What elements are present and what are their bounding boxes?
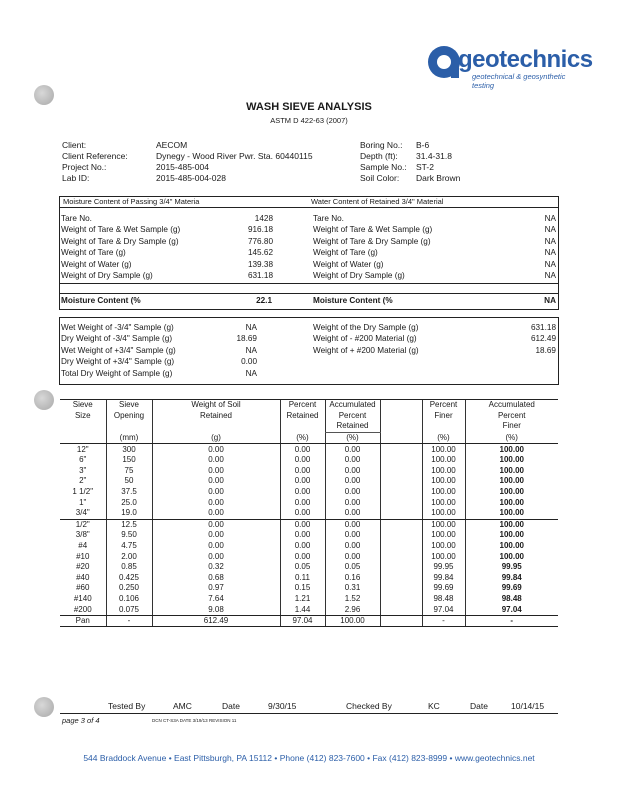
sieve-cell: 0.05	[325, 562, 380, 573]
sieve-cell: 0.15	[280, 583, 325, 594]
sieve-cell: 0.00	[152, 551, 280, 562]
field-value: NA	[245, 323, 257, 332]
info-value: 31.4-31.8	[416, 151, 452, 161]
sieve-cell: 0.00	[280, 541, 325, 552]
sieve-cell: 3/4"	[60, 508, 106, 519]
sieve-cell: 100.00	[422, 508, 465, 519]
sieve-cell: 0.00	[325, 551, 380, 562]
sieve-row	[60, 508, 558, 519]
sieve-cell: Pan	[60, 615, 106, 627]
sieve-cell: 0.31	[325, 583, 380, 594]
info-label: Lab ID:	[62, 173, 90, 183]
field-value: 0.00	[241, 357, 257, 367]
sieve-cell: 99.69	[422, 583, 465, 594]
sieve-header-cell: Retained	[152, 411, 280, 422]
sieve-cell	[380, 551, 422, 562]
sieve-cell: #4	[78, 541, 88, 551]
sieve-cell	[380, 573, 422, 584]
field-label: Weight of + #200 Material (g)	[313, 345, 419, 355]
sieve-cell: 0.00	[280, 519, 325, 530]
sieve-cell: 12.5	[106, 519, 152, 530]
field-value: 139.38	[247, 259, 273, 269]
field-label: Weight of Tare (g)	[61, 248, 126, 258]
sieve-cell: 7.64	[152, 594, 280, 605]
sieve-cell: 0.00	[325, 455, 380, 466]
field-value: NA	[245, 368, 257, 378]
sieve-cell: 0.85	[106, 562, 152, 573]
test-standard: ASTM D 422-63 (2007)	[270, 116, 348, 125]
sieve-row	[60, 519, 558, 530]
info-value: Dynegy - Wood River Pwr. Sta. 60440115	[156, 151, 313, 161]
field-value: 776.80	[247, 236, 273, 246]
sieve-cell: 100.00	[422, 476, 465, 487]
sieve-unit-cell	[380, 432, 422, 444]
field-label: Weight of Tare & Dry Sample (g)	[313, 236, 431, 246]
sieve-row	[60, 541, 558, 552]
sieve-cell: 99.95	[465, 562, 558, 573]
checked-by-label: Checked By	[346, 701, 392, 711]
sieve-cell: 612.49	[152, 615, 280, 627]
sieve-cell: 0.00	[152, 476, 280, 487]
sieve-cell	[380, 476, 422, 487]
info-value: 2015-485-004	[156, 162, 209, 172]
sieve-cell: 100.00	[422, 551, 465, 562]
sieve-cell: 100.00	[465, 466, 558, 477]
sieve-cell: 100.00	[422, 455, 465, 466]
field-value: NA	[544, 259, 556, 269]
sieve-unit-cell: (mm)	[106, 432, 152, 444]
moisture-retained-header: Water Content of Retained 3/4" Material	[311, 197, 444, 206]
sieve-cell: #20	[76, 562, 90, 572]
sieve-cell: 300	[106, 444, 152, 455]
sieve-cell: 98.48	[422, 594, 465, 605]
sieve-cell: 0.00	[152, 519, 280, 530]
field-value: NA	[544, 214, 556, 223]
sieve-header-cell: Sieve	[60, 400, 106, 411]
sieve-cell: 6"	[79, 455, 87, 465]
info-value: Dark Brown	[416, 173, 461, 183]
sieve-cell: 0.00	[325, 497, 380, 508]
sieve-cell: 0.00	[152, 508, 280, 519]
sieve-unit-cell: (g)	[152, 432, 280, 444]
field-label: Weight of - #200 Material (g)	[313, 334, 417, 344]
sieve-row	[60, 583, 558, 594]
sieve-cell: 0.00	[280, 455, 325, 466]
sieve-cell: 0.106	[106, 594, 152, 605]
sieve-cell	[380, 455, 422, 466]
sieve-cell: 0.05	[280, 562, 325, 573]
sieve-cell: 99.95	[422, 562, 465, 573]
field-label: Tare No.	[313, 214, 344, 223]
sieve-header-row	[60, 400, 558, 411]
sieve-header-cell: Sieve	[106, 400, 152, 411]
field-value: NA	[544, 236, 556, 246]
sieve-cell: 99.69	[465, 583, 558, 594]
sieve-header-cell: Finer	[465, 421, 558, 432]
sieve-cell	[380, 541, 422, 552]
field-label: Weight of Tare & Wet Sample (g)	[61, 225, 181, 235]
sieve-header-cell	[422, 421, 465, 432]
sieve-row	[60, 530, 558, 541]
sieve-header-cell: Retained	[325, 421, 380, 432]
field-value: 631.18	[247, 271, 273, 280]
info-value: ST-2	[416, 162, 434, 172]
sieve-cell: 2.00	[106, 551, 152, 562]
field-value: NA	[544, 271, 556, 280]
sieve-cell: 100.00	[465, 476, 558, 487]
sieve-unit-cell: (%)	[422, 432, 465, 444]
sieve-cell: 100.00	[465, 530, 558, 541]
logo-wordmark: geotechnics	[458, 46, 593, 73]
sieve-header-cell: Size	[74, 410, 91, 420]
sieve-cell: 12"	[76, 444, 89, 454]
page-title: WASH SIEVE ANALYSIS	[246, 101, 372, 113]
sieve-cell: 0.00	[325, 476, 380, 487]
sieve-cell: #60	[76, 583, 90, 593]
sieve-cell: 0.00	[325, 466, 380, 477]
sieve-cell: 0.00	[325, 508, 380, 519]
sieve-cell: 100.00	[422, 497, 465, 508]
moisture-retained-result-value: NA	[544, 296, 556, 305]
field-value: 18.69	[236, 334, 257, 344]
sieve-header-cell	[380, 421, 422, 432]
sieve-cell: 1"	[79, 497, 87, 507]
sieve-cell	[380, 604, 422, 615]
field-label: Weight of Tare & Wet Sample (g)	[313, 225, 433, 235]
sieve-cell: 100.00	[465, 497, 558, 508]
sieve-cell: 97.04	[422, 604, 465, 615]
tested-by-value: AMC	[173, 701, 192, 711]
signoff-rule	[60, 713, 558, 714]
field-label: Weight of Water (g)	[61, 259, 132, 269]
sieve-header-cell	[280, 421, 325, 432]
sieve-cell: 99.84	[465, 573, 558, 584]
sieve-cell: 0.32	[152, 562, 280, 573]
document-code: DCN CT-S3A DATE 3/19/13 REVISION 11	[152, 718, 237, 723]
field-value: 612.49	[530, 334, 556, 344]
sieve-cell	[380, 562, 422, 573]
info-value: AECOM	[156, 140, 188, 150]
sieve-cell: 75	[106, 466, 152, 477]
sieve-unit-cell: (%)	[325, 432, 380, 444]
sieve-cell: #40	[76, 572, 90, 582]
sieve-row	[60, 604, 558, 615]
sieve-cell: 150	[106, 455, 152, 466]
sieve-header-cell: Accumulated	[325, 400, 380, 411]
sieve-cell: 0.00	[325, 487, 380, 498]
field-value: NA	[544, 225, 556, 235]
sieve-header-cell	[106, 421, 152, 432]
info-value: 2015-485-004-028	[156, 173, 226, 183]
company-logo	[426, 40, 593, 90]
sieve-cell: 97.04	[465, 604, 558, 615]
field-label: Wet Weight of +3/4" Sample (g)	[61, 345, 176, 355]
sieve-cell: 0.00	[152, 487, 280, 498]
sieve-cell: 100.00	[465, 444, 558, 455]
moisture-passing-result-label: Moisture Content (%	[61, 296, 141, 305]
info-label: Project No.:	[62, 162, 107, 172]
field-value: 916.18	[247, 225, 273, 235]
moisture-content-box	[59, 196, 559, 310]
sieve-cell: 0.00	[325, 444, 380, 455]
sieve-cell: 100.00	[465, 519, 558, 530]
sieve-cell: 0.00	[280, 444, 325, 455]
sieve-row	[60, 615, 558, 627]
info-label: Client:	[62, 140, 87, 150]
sieve-cell: 0.00	[325, 530, 380, 541]
sieve-row	[60, 487, 558, 498]
sieve-row	[60, 497, 558, 508]
field-label: Weight of Tare & Dry Sample (g)	[61, 236, 179, 246]
sieve-cell: 2.96	[325, 604, 380, 615]
sieve-cell: 98.48	[465, 594, 558, 605]
sieve-row	[60, 444, 558, 455]
sieve-cell: 9.50	[106, 530, 152, 541]
sieve-cell: 0.00	[325, 541, 380, 552]
company-address-footer: 544 Braddock Avenue • East Pittsburgh, PA 15112 • Phone (412) 823-7600 • Fax (412) 823-8999 • www.geotechnics.net	[83, 753, 535, 763]
sieve-cell: 9.08	[152, 604, 280, 615]
sieve-cell: 0.00	[280, 508, 325, 519]
sieve-unit-cell	[60, 432, 106, 444]
sieve-header-cell: Finer	[422, 411, 465, 422]
sieve-cell: 0.00	[152, 541, 280, 552]
field-value: NA	[544, 248, 556, 258]
sieve-row	[60, 573, 558, 584]
sieve-header-cell	[152, 421, 280, 432]
sieve-unit-cell: (%)	[280, 432, 325, 444]
sieve-cell: 0.97	[152, 583, 280, 594]
sieve-cell: 19.0	[106, 508, 152, 519]
sieve-cell: 0.00	[152, 466, 280, 477]
sieve-row	[60, 551, 558, 562]
sieve-cell: 1.21	[280, 594, 325, 605]
sieve-cell: #140	[73, 593, 92, 603]
sieve-cell: 3/8"	[75, 530, 90, 540]
sieve-cell: 100.00	[422, 530, 465, 541]
field-label: Weight of Water (g)	[313, 259, 384, 269]
sieve-header-row	[60, 421, 558, 432]
sieve-header-cell: Weight of Soil	[152, 400, 280, 411]
sieve-cell: 3"	[79, 465, 87, 475]
field-label: Weight of the Dry Sample (g)	[313, 323, 419, 332]
tested-by-label: Tested By	[108, 701, 146, 711]
sieve-cell	[380, 519, 422, 530]
moisture-retained-result-label: Moisture Content (%	[313, 296, 393, 305]
sieve-cell	[380, 487, 422, 498]
field-value: 18.69	[535, 345, 556, 355]
sieve-cell: 100.00	[465, 541, 558, 552]
sieve-cell: 100.00	[465, 508, 558, 519]
sieve-cell: 100.00	[465, 487, 558, 498]
sieve-units-row	[60, 432, 558, 444]
sieve-cell: -	[106, 615, 152, 627]
sieve-cell: 0.075	[106, 604, 152, 615]
sieve-cell: 0.00	[152, 497, 280, 508]
sieve-header-cell	[380, 400, 422, 411]
sieve-cell: 0.00	[152, 530, 280, 541]
sieve-cell: 100.00	[422, 487, 465, 498]
sieve-cell: 99.84	[422, 573, 465, 584]
page-number: page 3 of 4	[62, 716, 100, 725]
sieve-row	[60, 466, 558, 477]
sieve-cell: 100.00	[422, 466, 465, 477]
sieve-cell: 25.0	[106, 497, 152, 508]
info-label: Depth (ft):	[360, 151, 398, 161]
sieve-cell: -	[465, 615, 558, 627]
sieve-cell: 100.00	[422, 519, 465, 530]
field-label: Wet Weight of -3/4" Sample (g)	[61, 323, 174, 332]
sieve-cell: 4.75	[106, 541, 152, 552]
sieve-unit-cell: (%)	[465, 432, 558, 444]
sieve-cell: 0.00	[152, 444, 280, 455]
sieve-cell: #10	[76, 551, 90, 561]
sieve-cell: 1/2"	[75, 519, 90, 529]
field-value: 1428	[254, 214, 273, 223]
sieve-header-cell: Accumulated	[465, 400, 558, 411]
moisture-passing-result-value: 22.1	[256, 296, 272, 305]
sieve-cell: 100.00	[465, 551, 558, 562]
field-label: Total Dry Weight of Sample (g)	[61, 368, 173, 378]
sieve-cell: 1 1/2"	[72, 487, 94, 497]
field-value: 631.18	[530, 323, 556, 332]
sample-weights-box	[59, 317, 559, 385]
tested-date-value: 9/30/15	[268, 701, 297, 711]
field-value: 145.62	[247, 248, 273, 258]
sieve-cell	[380, 594, 422, 605]
sieve-cell: 0.250	[106, 583, 152, 594]
info-value: B-6	[416, 140, 430, 150]
info-label: Boring No.:	[360, 140, 403, 150]
sieve-cell: 97.04	[280, 615, 325, 627]
sieve-header-cell: Percent	[465, 411, 558, 422]
field-label: Weight of Tare (g)	[313, 248, 378, 258]
sieve-header-cell: Percent	[422, 400, 465, 411]
sieve-cell: 0.16	[325, 573, 380, 584]
sieve-cell: 1.44	[280, 604, 325, 615]
sieve-row	[60, 455, 558, 466]
sieve-cell: 100.00	[465, 455, 558, 466]
sieve-cell: 0.00	[325, 519, 380, 530]
tested-date-label: Date	[222, 701, 240, 711]
sieve-cell: 0.00	[280, 476, 325, 487]
sieve-cell: 100.00	[325, 615, 380, 627]
sieve-cell: 2"	[79, 476, 87, 486]
info-label: Client Reference:	[62, 151, 128, 161]
binder-hole-middle	[34, 390, 54, 410]
sieve-header-cell	[380, 411, 422, 422]
sieve-cell: #200	[60, 604, 106, 615]
sieve-cell: 100.00	[422, 444, 465, 455]
checked-date-label: Date	[470, 701, 488, 711]
sieve-cell: 37.5	[106, 487, 152, 498]
sieve-cell: 1.52	[325, 594, 380, 605]
sieve-cell	[380, 508, 422, 519]
info-label: Sample No.:	[360, 162, 407, 172]
sieve-header-row	[60, 411, 558, 422]
sieve-cell	[380, 466, 422, 477]
field-label: Dry Weight of -3/4" Sample (g)	[61, 334, 173, 344]
sieve-header-cell	[60, 421, 106, 432]
checked-by-value: KC	[428, 701, 440, 711]
info-label: Soil Color:	[360, 173, 400, 183]
field-value: NA	[245, 345, 257, 355]
field-label: Weight of Dry Sample (g)	[313, 271, 405, 280]
sieve-row	[60, 594, 558, 605]
sieve-cell	[380, 615, 422, 627]
sieve-cell: 0.00	[280, 497, 325, 508]
sieve-cell: 100.00	[422, 541, 465, 552]
sieve-cell	[380, 444, 422, 455]
sieve-cell: 0.68	[152, 573, 280, 584]
logo-tagline: geotechnical & geosynthetic testing	[472, 72, 566, 90]
checked-date-value: 10/14/15	[511, 701, 545, 711]
field-label: Dry Weight of +3/4" Sample (g)	[61, 357, 175, 367]
sieve-cell	[380, 583, 422, 594]
moisture-passing-header: Moisture Content of Passing 3/4" Materia	[63, 197, 200, 206]
sieve-table	[60, 399, 558, 627]
field-label: Weight of Dry Sample (g)	[61, 271, 153, 280]
sieve-cell: 0.00	[280, 551, 325, 562]
sieve-cell: 0.00	[152, 455, 280, 466]
sieve-cell: -	[422, 615, 465, 627]
sieve-cell	[380, 530, 422, 541]
sieve-cell: 0.11	[280, 573, 325, 584]
logo-mark-icon	[426, 40, 462, 86]
sieve-cell: 0.00	[280, 487, 325, 498]
sieve-cell: 50	[106, 476, 152, 487]
sieve-header-cell: Opening	[106, 411, 152, 422]
field-label: Tare No.	[61, 214, 92, 223]
sieve-row	[60, 562, 558, 573]
sieve-cell: 0.425	[106, 573, 152, 584]
binder-hole-bottom	[34, 697, 54, 717]
sieve-cell: 0.00	[280, 530, 325, 541]
sieve-cell	[380, 497, 422, 508]
sieve-cell: 0.00	[280, 466, 325, 477]
sieve-header-cell: Percent	[280, 400, 325, 411]
sieve-row	[60, 476, 558, 487]
sieve-header-cell: Percent	[325, 411, 380, 422]
sieve-header-cell: Retained	[280, 411, 325, 422]
